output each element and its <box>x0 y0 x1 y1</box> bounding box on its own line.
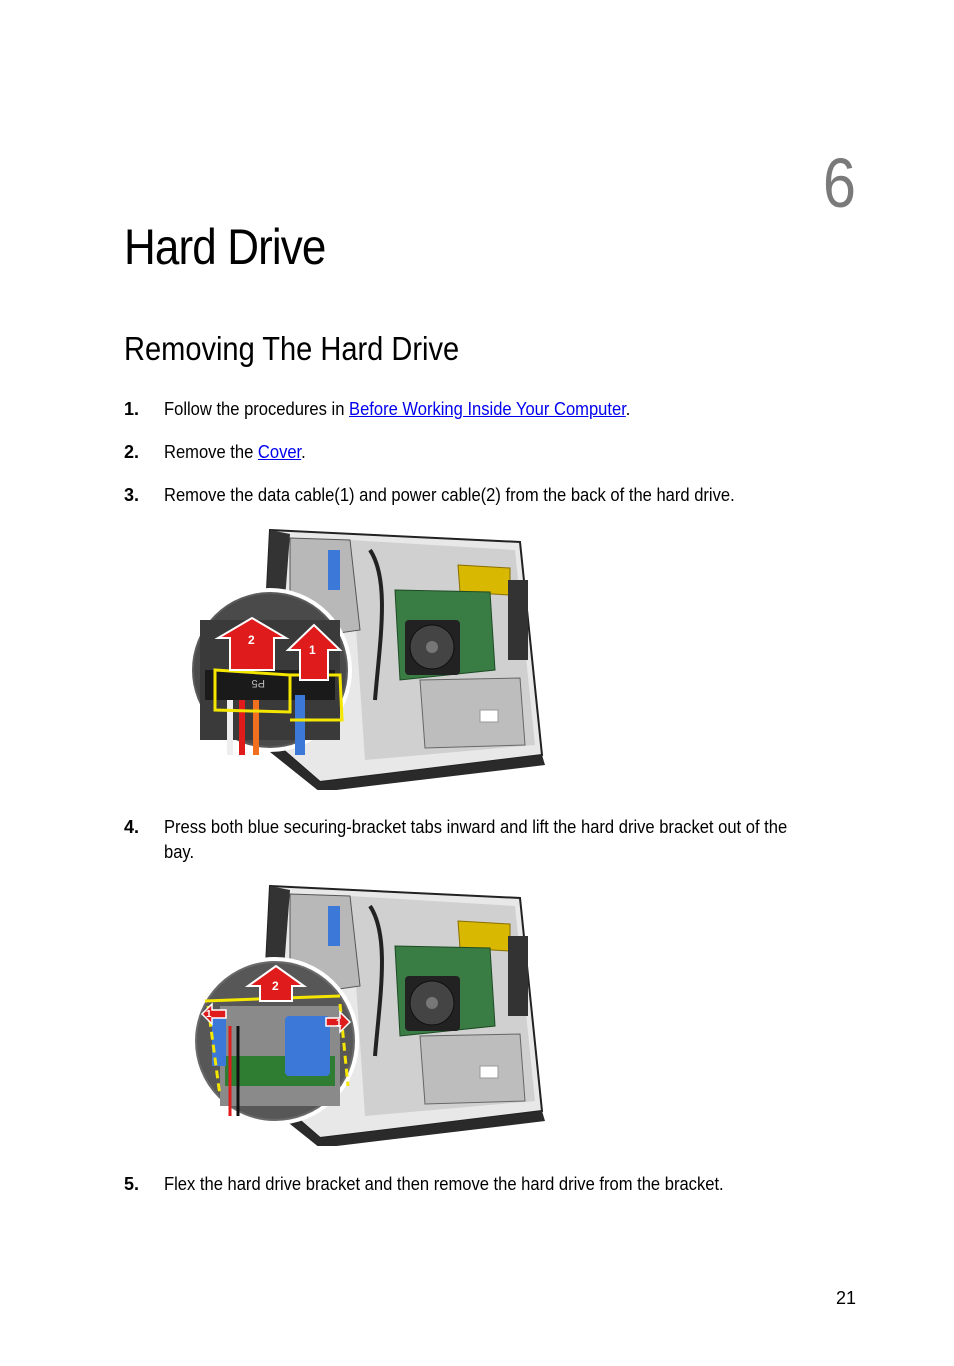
connector-label-text: P5 <box>251 677 265 689</box>
step-text: Flex the hard drive bracket and then remove the hard drive from the bracket. <box>164 1174 724 1194</box>
step-text-post: . <box>301 442 306 462</box>
step-number: 5. <box>124 1174 140 1194</box>
page-number: 21 <box>835 1288 856 1308</box>
callout-2: 2 <box>248 633 255 647</box>
step-text: Remove the data cable(1) and power cable(2) from the back of the hard drive. <box>164 485 735 505</box>
step-number: 3. <box>124 485 140 505</box>
callout-2: 2 <box>272 979 279 993</box>
step-text <box>164 440 799 465</box>
step-text-post: . <box>625 399 631 419</box>
figure-remove-bracket <box>190 876 550 1146</box>
step-text: Press both blue securing-bracket tabs inward and lift the hard drive bracket out of the bay. <box>164 817 788 862</box>
step-text-pre: Remove the <box>164 442 258 462</box>
blue-tab <box>328 550 340 590</box>
step-number: 2. <box>124 442 140 462</box>
figure-remove-cables <box>190 520 550 790</box>
before-working-link[interactable]: Before Working Inside Your Computer <box>349 399 626 419</box>
chapter-title: Hard Drive <box>124 219 326 275</box>
cover-link[interactable]: Cover <box>257 442 302 462</box>
step-text-pre: Follow the procedures in <box>164 399 350 419</box>
computer-interior-illustration <box>190 520 550 790</box>
callout-1: 1 <box>309 643 316 657</box>
computer-interior-illustration <box>190 876 550 1146</box>
callout-1-left: 1 <box>206 1009 212 1020</box>
step-number: 4. <box>124 817 140 837</box>
section-title: Removing The Hard Drive <box>124 330 460 367</box>
step-text <box>164 397 799 422</box>
callout-1-right: 1 <box>336 1018 342 1029</box>
chapter-number: 6 <box>822 144 856 222</box>
step-number: 1. <box>124 399 140 419</box>
